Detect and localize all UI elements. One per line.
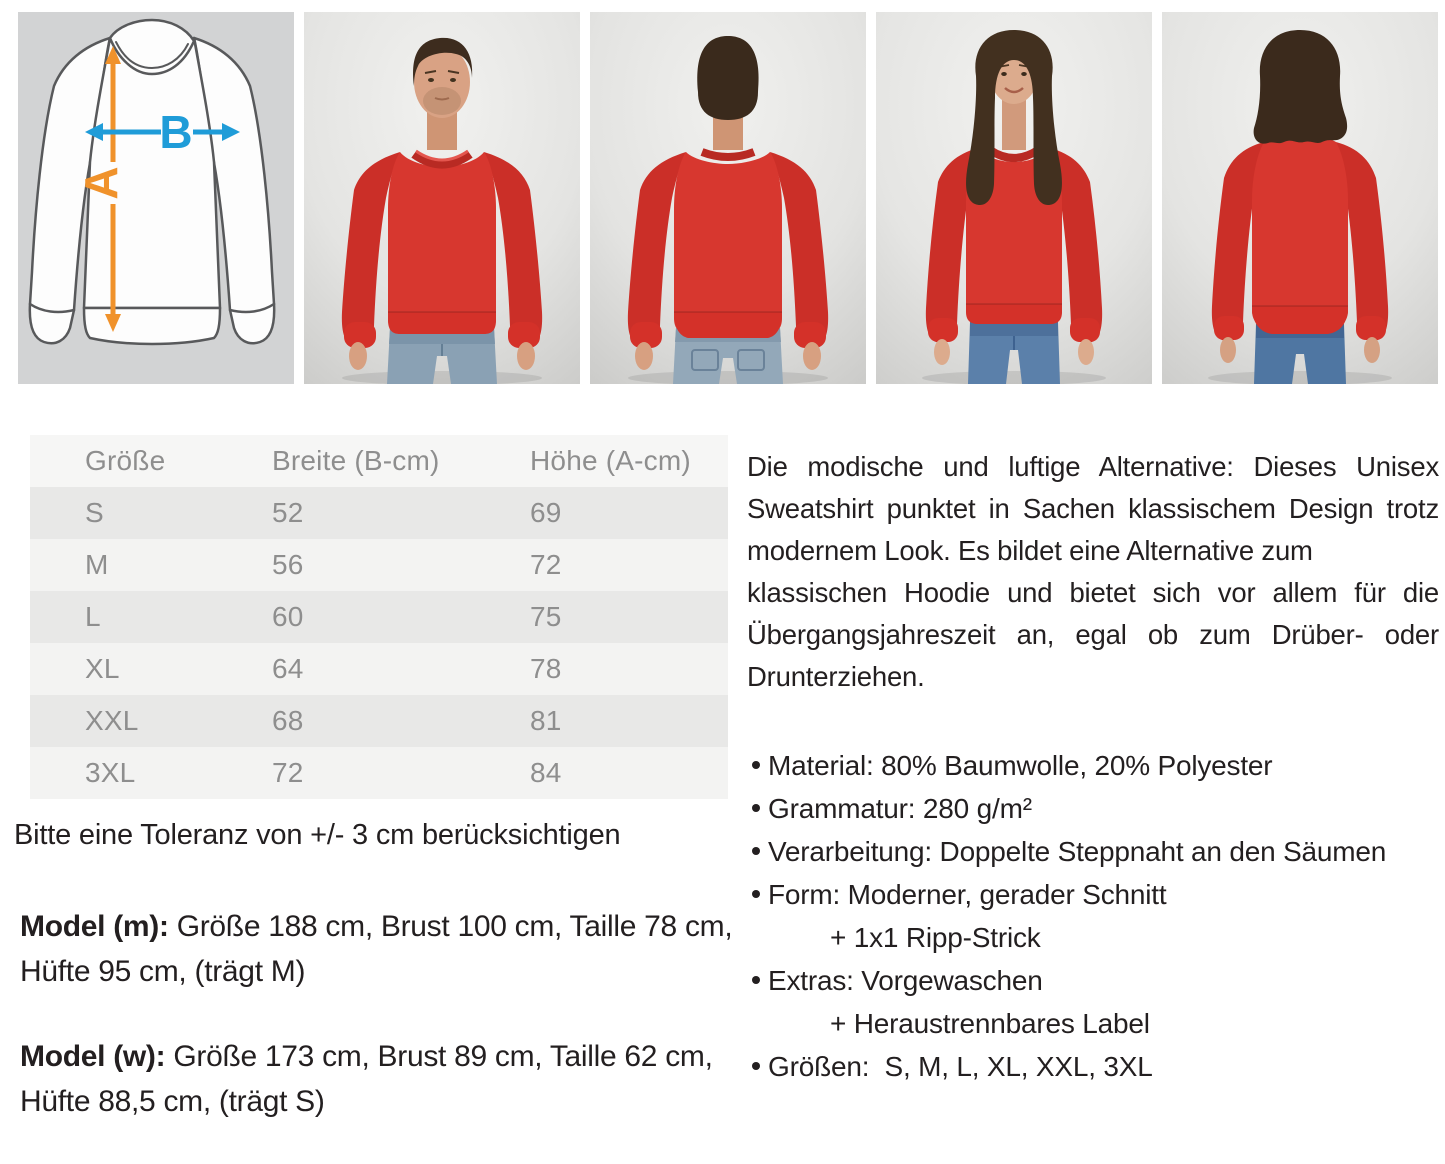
- model-info: [20, 904, 742, 1124]
- male-model-back-photo: [590, 12, 866, 384]
- model-line-2: Hüfte 95 cm, (trägt M): [20, 955, 306, 988]
- size-table-cell: 75: [530, 601, 562, 632]
- model-label: Model (m):: [20, 910, 169, 943]
- bullet-icon: [752, 761, 760, 769]
- feature-item: [747, 873, 1439, 959]
- description-line: klassischen Hoodie und bietet sich vor allem für die: [747, 577, 1439, 608]
- size-table-header-row: [30, 435, 728, 487]
- female-back-illustration: [1162, 12, 1438, 384]
- hair: [697, 36, 758, 120]
- size-info-column: [0, 435, 742, 1164]
- bullet-icon: [752, 976, 760, 984]
- size-table-cell: L: [85, 601, 101, 632]
- size-table-header: Höhe (A-cm): [530, 445, 691, 476]
- size-table-cell: 3XL: [85, 757, 136, 788]
- hand: [1078, 339, 1094, 365]
- size-table-cell: 56: [272, 549, 304, 580]
- feature-text: Grammatur: 280 g/m²: [768, 793, 1032, 824]
- feature-item: [747, 830, 1439, 873]
- bullet-icon: [752, 1062, 760, 1070]
- red-sweatshirt: [1212, 133, 1388, 341]
- size-table-cell: 69: [530, 497, 562, 528]
- feature-item: [747, 744, 1439, 787]
- hair: [1254, 30, 1347, 144]
- female-model-back-photo: [1162, 12, 1438, 384]
- feature-item: [747, 787, 1439, 830]
- description-line: modernem Look. Es bildet eine Alternative zum: [747, 535, 1313, 566]
- size-table-cell: M: [85, 549, 109, 580]
- male-front-illustration: [304, 12, 580, 384]
- hand: [349, 342, 367, 370]
- size-table-row: [30, 695, 728, 747]
- hand: [517, 342, 535, 370]
- feature-item: [747, 959, 1439, 1045]
- hand: [635, 342, 653, 370]
- size-table-cell: 64: [272, 653, 304, 684]
- model-measurements: [20, 1034, 742, 1124]
- hand: [803, 342, 821, 370]
- size-table-body: [30, 487, 728, 799]
- height-arrow-label: A: [75, 166, 127, 200]
- description-line: Sweatshirt punktet in Sachen klassischem Design trotz: [747, 493, 1439, 524]
- feature-item: [747, 1045, 1439, 1088]
- model-measurements: [20, 904, 742, 994]
- size-table-row: [30, 643, 728, 695]
- size-table-cell: 72: [272, 757, 304, 788]
- sweatshirt-outline-drawing: [30, 20, 274, 344]
- bullet-icon: [752, 804, 760, 812]
- size-table-cell: S: [85, 497, 104, 528]
- model-line-2: Hüfte 88,5 cm, (trägt S): [20, 1085, 325, 1118]
- feature-subline: + Heraustrennbares Label: [830, 1008, 1150, 1039]
- female-model-front-photo: [876, 12, 1152, 384]
- feature-subline: + 1x1 Ripp-Strick: [830, 922, 1041, 953]
- size-table-cell: XXL: [85, 705, 139, 736]
- description-line: Übergangsjahreszeit an, egal ob zum Drüber- oder: [747, 619, 1439, 650]
- description-paragraph: [747, 446, 1439, 698]
- size-table-cell: 52: [272, 497, 304, 528]
- red-sweatshirt: [628, 152, 828, 348]
- neck: [1002, 98, 1026, 150]
- size-table-row: [30, 747, 728, 799]
- size-table: [30, 435, 728, 799]
- male-back-illustration: [590, 12, 866, 384]
- hand: [1220, 337, 1236, 363]
- feature-text: Extras: Vorgewaschen: [768, 965, 1043, 996]
- hand: [934, 339, 950, 365]
- model-label: Model (w):: [20, 1040, 166, 1073]
- red-sweatshirt: [342, 151, 542, 348]
- size-table-row: [30, 591, 728, 643]
- feature-text: Größen: S, M, L, XL, XXL, 3XL: [768, 1051, 1153, 1082]
- female-front-illustration: [876, 12, 1152, 384]
- male-model-front-photo: [304, 12, 580, 384]
- size-table-row: [30, 487, 728, 539]
- bullet-icon: [752, 847, 760, 855]
- description-line: Die modische und luftige Alternative: Dieses Unisex: [747, 451, 1439, 482]
- tolerance-note: Bitte eine Toleranz von +/- 3 cm berücksichtigen: [14, 819, 621, 851]
- feature-text: Verarbeitung: Doppelte Steppnaht an den Säumen: [768, 836, 1387, 867]
- bullet-icon: [752, 890, 760, 898]
- hand: [1364, 337, 1380, 363]
- red-sweatshirt: [926, 148, 1102, 343]
- feature-list: [747, 744, 1439, 1088]
- size-table-cell: 78: [530, 653, 562, 684]
- size-table-cell: 81: [530, 705, 562, 736]
- size-table-cell: 72: [530, 549, 562, 580]
- size-table-cell: 68: [272, 705, 304, 736]
- size-table-cell: 84: [530, 757, 562, 788]
- description-column: [747, 446, 1439, 1088]
- width-arrow-label: B: [159, 106, 193, 158]
- size-table-cell: 60: [272, 601, 304, 632]
- feature-text: Form: Moderner, gerader Schnitt: [768, 879, 1167, 910]
- feature-text: Material: 80% Baumwolle, 20% Polyester: [768, 750, 1273, 781]
- size-diagram-image: [18, 12, 294, 384]
- model-line-1: Model (m): Größe 188 cm, Brust 100 cm, Taille 78 cm,: [20, 910, 733, 943]
- size-table-cell: XL: [85, 653, 120, 684]
- size-diagram: [18, 12, 294, 384]
- size-table-header: Größe: [85, 445, 166, 476]
- size-table-row: [30, 539, 728, 591]
- product-image-gallery: [18, 12, 1438, 384]
- model-line-1: Model (w): Größe 173 cm, Brust 89 cm, Taille 62 cm,: [20, 1040, 713, 1073]
- size-table-header: Breite (B-cm): [272, 445, 440, 476]
- description-line: Drunterziehen.: [747, 661, 925, 692]
